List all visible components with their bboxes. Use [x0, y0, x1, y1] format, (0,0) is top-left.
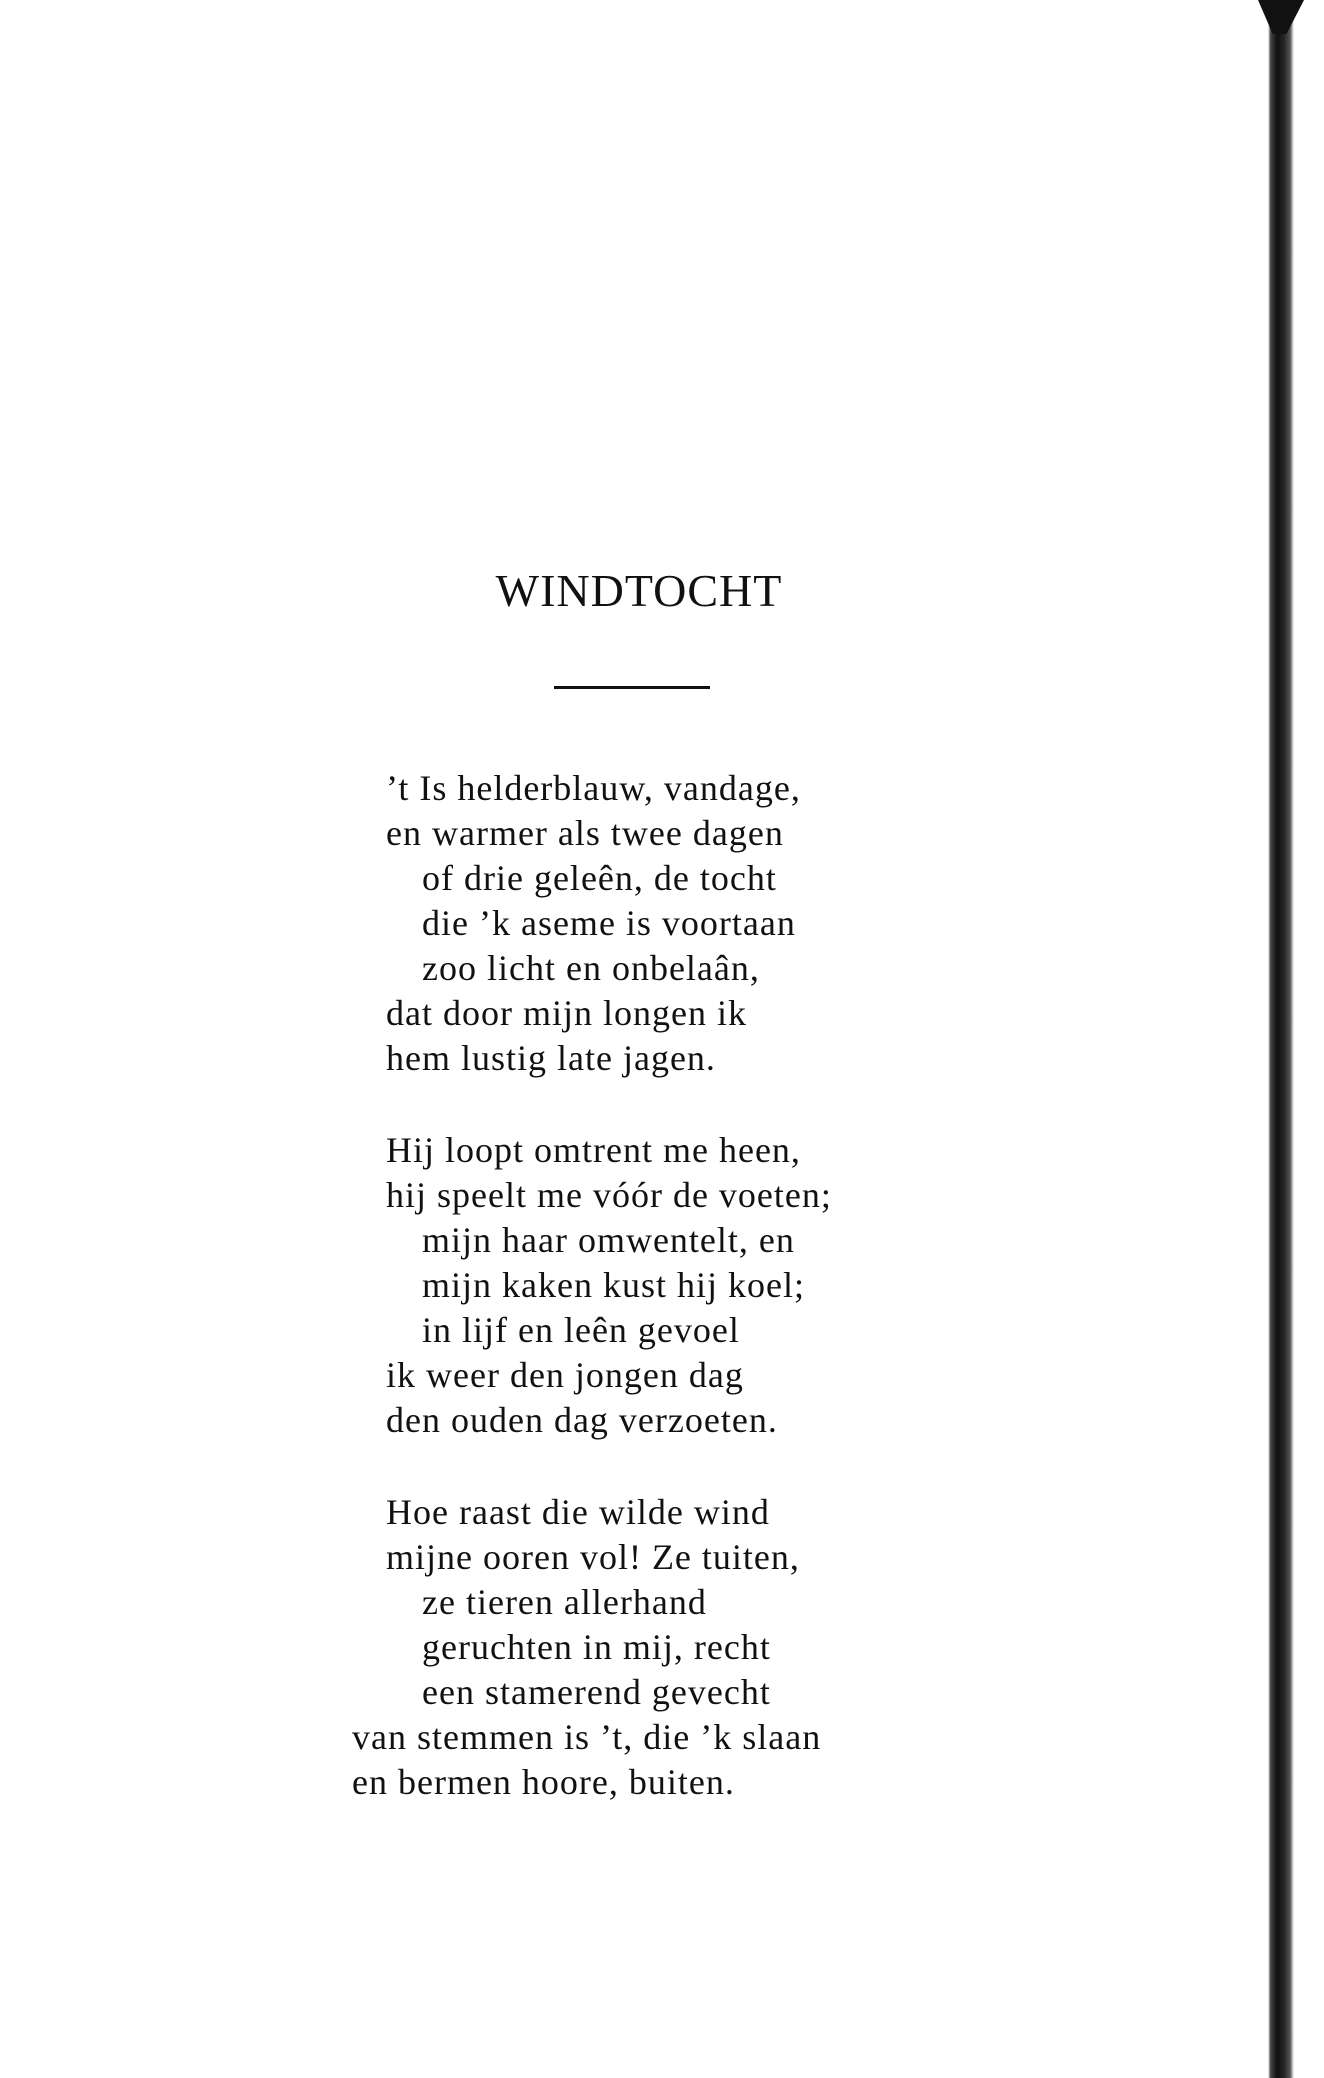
poem-line: of drie geleên, de tocht	[422, 858, 777, 898]
poem-line: dat door mijn longen ik	[386, 993, 747, 1033]
poem-line: Hij loopt omtrent me heen,	[386, 1130, 801, 1170]
poem-line: Hoe raast die wilde wind	[386, 1492, 770, 1532]
book-spine-shadow	[1268, 0, 1294, 2078]
poem-line: hij speelt me vóór de voeten;	[386, 1175, 832, 1215]
poem-line: en warmer als twee dagen	[386, 813, 784, 853]
poem-line: in lijf en leên gevoel	[422, 1310, 740, 1350]
poem-line: een stamerend gevecht	[422, 1672, 771, 1712]
poem-line: ik weer den jongen dag	[386, 1355, 744, 1395]
poem-line: die ’k aseme is voortaan	[422, 903, 796, 943]
poem-line: van stemmen is ’t, die ’k slaan	[352, 1717, 822, 1757]
poem-line: mijn haar omwentelt, en	[422, 1220, 795, 1260]
poem-line: den ouden dag verzoeten.	[386, 1400, 778, 1440]
poem-line: geruchten in mij, recht	[422, 1627, 771, 1667]
poem-line: en bermen hoore, buiten.	[352, 1762, 735, 1802]
poem-title: WINDTOCHT	[495, 565, 783, 616]
poem-line: mijne ooren vol! Ze tuiten,	[386, 1537, 800, 1577]
poem-line: zoo licht en onbelaân,	[422, 948, 760, 988]
poem-line: ’t Is helderblauw, vandage,	[386, 768, 801, 808]
poem-line: hem lustig late jagen.	[386, 1038, 716, 1078]
poem-line: mijn kaken kust hij koel;	[422, 1265, 805, 1305]
poem-line: ze tieren allerhand	[422, 1582, 707, 1622]
